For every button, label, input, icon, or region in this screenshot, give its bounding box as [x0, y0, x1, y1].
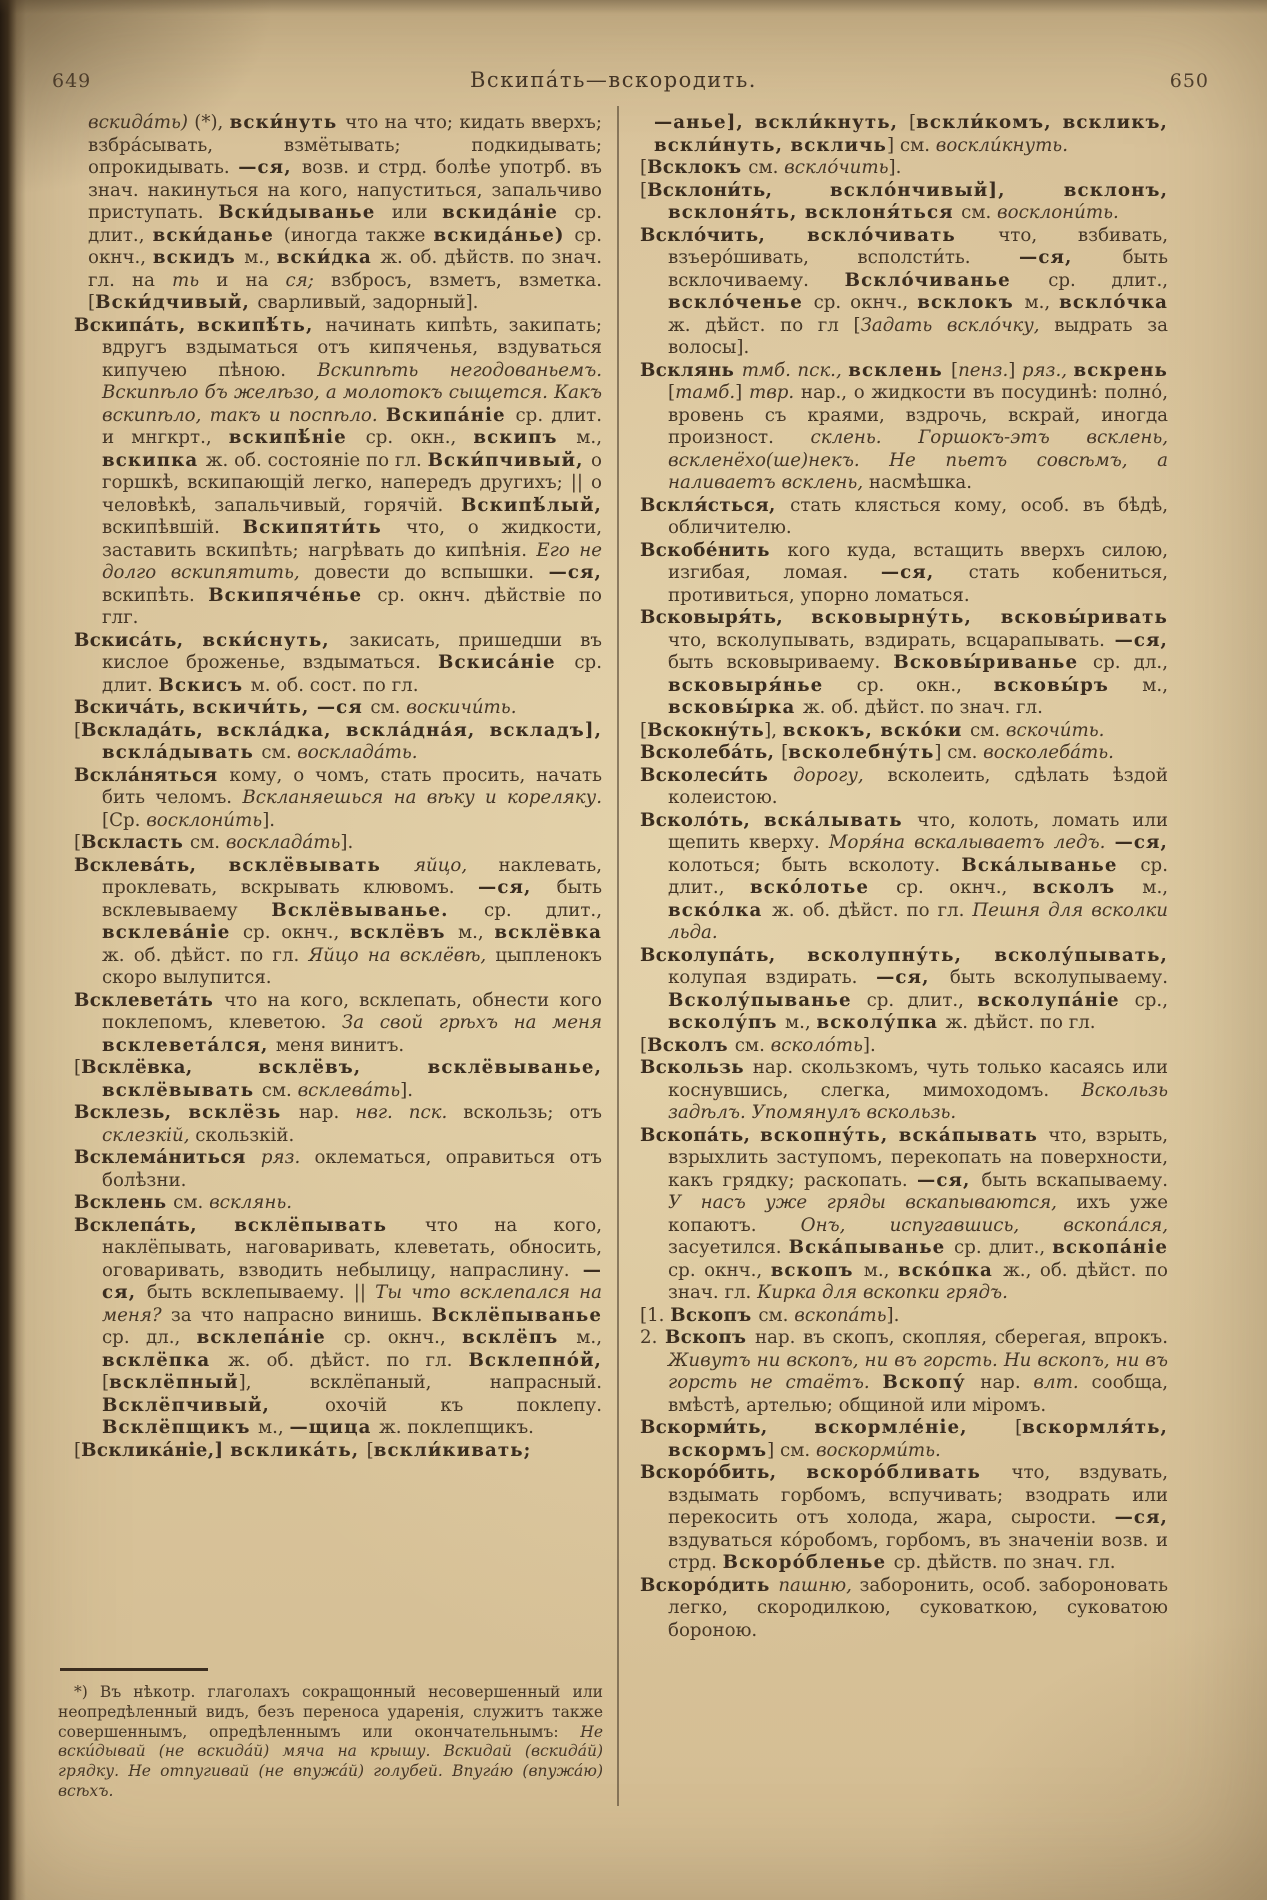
left-text-column: [74, 112, 602, 1462]
dictionary-entry: Вскопа́ть, вскопну́ть, вска́пывать что, взрыть, взрыхлить заступомъ, перекопать на поверхности, какъ грядку; раскопать. —ся, быть вскапываему. У насъ уже гряды вскапываются, ихъ уже копаютъ. Онъ, испугавшись, вскопа́лся, засуетился. Вска́пыванье ср. длит., вскопа́ніе ср. окнч., вскопъ м., вско́пка ж., об. дѣйст. по знач. гл. Кирка для вскопки грядъ.: [640, 1124, 1169, 1303]
dictionary-entry: Всклема́ниться ряз. оклематься, оправиться отъ болѣзни.: [74, 1147, 602, 1191]
dictionary-entry: [Всклика́ніе,] всклика́ть, [вскли́кивать;: [74, 1439, 532, 1461]
dictionary-entry: [Вскласть см. воскладáть].: [74, 832, 354, 853]
dictionary-entry: Вскиса́ть, вски́снуть, закисать, пришедши въ кислое броженье, вздыматься. Вскиса́ніе ср. длит. Вскисъ м. об. сост. по гл.: [74, 629, 602, 696]
footnote-paragraph: *) Въ нѣкотр. глаголахъ сокращонный несовершенный или неопредѣленный видъ, безъ переноса ударенія, служитъ также совершеннымъ, опредѣленнымъ или окончательнымъ: Не вски́дывай (не вскида́й) мяча на крышу. Вскидай (вскида́й) грядку. Не отпугивай (не впужа́й) голубей. Впуга́ю (впужа́ю) всѣхъ.: [58, 1683, 603, 1800]
dictionary-entry: вскида́ть) (*), вски́нуть что на что; кидать вверхъ; взбра́сывать, взмётывать; подкидывать; опрокидывать. —ся, возв. и стрд. болѣе употрб. въ знач. накинуться на кого, напуститься, запальчиво приступать. Вски́дыванье или вскида́ніе ср. длит., вски́данье (иногда также вскида́нье) ср. окнч., вскидъ м., вски́дка ж. об. дѣйств. по знач. гл. на ть и на ся; взбросъ, взметъ, взметка. [Вски́дчивый, сварливый, задорный].: [88, 112, 603, 313]
dictionary-entry: Всклянь тмб. пск., всклень [пенз.] ряз., вскрень [тамб.] твр. нар., о жидкости въ посудинѣ: полно́, вровень съ краями, вздрочь, вскрай, иногда произност. склень. Горшокъ-этъ всклень, вскленёхо(ше)некъ. Не пьетъ совсѣмъ, а наливаетъ всклень, насмѣшка.: [640, 359, 1168, 493]
dictionary-entry: Всклень см. всклянь.: [74, 1192, 292, 1213]
dictionary-entry: Всклезь, всклёзь нар. нвг. пск. вскользь; отъ склезкій, скользкій.: [74, 1102, 602, 1146]
right-text-column: [640, 112, 1168, 1642]
dictionary-entry: Всковыря́ть, всковырну́ть, всковы́ривать что, всколупывать, вздирать, всцарапывать. —ся, быть всковыриваему. Всковы́риванье ср. дл., всковыря́нье ср. окн., всковы́ръ м., всковы́рка ж. об. дѣйст. по знач. гл.: [640, 607, 1168, 718]
dictionary-entry: Вскля́сться, стать клясться кому, особ. въ бѣдѣ, обличителю.: [640, 494, 1168, 538]
dictionary-entry: Вскобе́нить кого куда, встащить вверхъ силою, изгибая, ломая. —ся, стать кобениться, противиться, упорно ломаться.: [640, 539, 1169, 606]
dictionary-entry: Всклевета́ть что на кого, всклепать, обнести кого поклепомъ, клеветою. За свой грѣхъ на меня всклевета́лся, меня винитъ.: [74, 989, 602, 1056]
dictionary-entry: Вскользь нар. скользкомъ, чуть только касаясь или коснувшись, слегка, мимоходомъ. Вскользь задѣлъ. Упомянулъ вскользь.: [640, 1057, 1168, 1123]
dictionary-entry: [Всклони́ть, вскло́нчивый], всклонъ, всклоня́ть, всклоня́ться см. восклони́ть.: [640, 179, 1169, 223]
dictionary-entry: Вскоро́дить пашню, заборонить, особ. забороновать легко, скородилкою, суковаткою, суковатою бороною.: [640, 1574, 1168, 1641]
dictionary-entry: [Всклокъ см. вскло́чить].: [640, 157, 902, 178]
dictionary-entry: Всколеба́ть, [всколебну́ть] см. восколеба́ть.: [640, 742, 1114, 763]
dictionary-entry: [Вскладáть, вскла́дка, вскла́дна́я, вскладъ], вскла́дывать см. воскладáть.: [74, 719, 602, 763]
column-divider-rule: [617, 106, 619, 1806]
page-number-right: 650: [1169, 70, 1209, 92]
running-head: Вскипа́ть—вскородить.: [470, 68, 757, 92]
dictionary-entry: —анье], вскли́кнуть, [вскли́комъ, вскликъ, вскли́нуть, вскличь] см. воскли́кнуть.: [654, 112, 1168, 156]
dictionary-entry: Всклева́ть, всклёвывать яйцо, наклевать, проклевать, вскрывать клювомъ. —ся, быть всклевываему Всклёвыванье. ср. длит., всклева́ніе ср. окнч., всклёвъ м., всклёвка ж. об. дѣйст. по гл. Яйцо на всклёвѣ, цыпленокъ скоро вылупится.: [74, 854, 603, 988]
footnote-block: [58, 1668, 603, 1802]
dictionary-entry: Всколо́ть, вска́лывать что, колоть, ломать или щепить кверху. Моря́на вскалываетъ ледъ. —ся, колоться; быть всколоту. Вска́лыванье ср. длит., вско́лотье ср. окнч., всколъ м., вско́лка ж. об. дѣйст. по гл. Пешня для всколки льда.: [640, 809, 1169, 943]
dictionary-entry: Вскорми́ть, вскормле́ніе, [вскормля́ть, вскормъ] см. воскорми́ть.: [640, 1417, 1168, 1461]
dictionary-entry: [Вскокну́ть], вскокъ, вско́ки см. вскочи́ть.: [640, 719, 1105, 741]
dictionary-entry: [Всколъ см. всколо́ть].: [640, 1034, 876, 1056]
dictionary-entry: Вскипа́ть, вскипѣ́ть, начинать кипѣть, закипать; вдругъ вздыматься отъ кипяченья, вздуваться кипучею пѣною. Вскипѣть негодованьемъ. Вскипѣло бъ желѣзо, а молотокъ сыщется. Какъ вскипѣло, такъ и поспѣло. Вскипа́ніе ср. длит. и мнгкрт., вскипѣ́ніе ср. окн., вскипъ м., вскипка ж. об. состояніе по гл. Вски́пчивый, о горшкѣ, вскипающій легко, напередъ другихъ; || о человѣкѣ, запальчивый, горячій. Вскипѣ́лый, вскипѣвшій. Вскипяти́ть что, о жидкости, заставить вскипѣть; нагрѣвать до кипѣнія. Его не долго вскипятить, довести до вспышки. —ся, вскипѣть. Вскипяче́нье ср. окнч. дѣйствіе по глг.: [74, 314, 602, 628]
book-spine-shadow: [0, 0, 26, 1900]
page-number-left: 649: [52, 70, 92, 92]
footnote-text: [58, 1683, 603, 1802]
dictionary-entry: [1. Вскопъ см. вскопа́ть].: [640, 1304, 900, 1326]
dictionary-entry: Вскоро́бить, вскоро́бливать что, вздувать, вздымать горбомъ, вспучивать; взодрать или перекосить отъ холода, жара, сырости. —ся, вздуваться ко́робомъ, горбомъ, въ значеніи возв. и стрд. Вскоро́бленье ср. дѣйств. по знач. гл.: [640, 1462, 1168, 1573]
dictionary-entry: [Всклёвка, всклёвъ, всклёвыванье, всклёвывать см. всклева́ть].: [74, 1057, 602, 1101]
dictionary-entry: Всколупа́ть, всколупну́ть, всколу́пывать, колупая вздирать. —ся, быть всколупываему. Всколу́пыванье ср. длит., всколупа́ніе ср., всколу́пъ м., всколу́пка ж. дѣйст. по гл.: [640, 944, 1168, 1033]
dictionary-entry: Вскла́няться кому, о чомъ, стать просить, начать бить челомъ. Вскланяешься на вѣку и кореляку. [Ср. восклони́ть].: [74, 764, 603, 831]
page-top-shadow: [0, 0, 1267, 14]
dictionary-entry: Вскло́чить, вскло́чивать что, взбивать, взъеро́шивать, всполсти́ть. —ся, быть всклочиваему. Вскло́чиванье ср. длит., вскло́ченье ср. окнч., всклокъ м., вскло́чка ж. дѣйст. по гл [Задать вскло́чку, выдрать за волосы].: [640, 224, 1169, 358]
dictionary-entry: Вскича́ть, вскичи́ть, —ся см. воскичи́ть.: [74, 697, 517, 718]
footnote-rule: [60, 1668, 208, 1671]
dictionary-entry: Всколеси́ть дорогу, всколеить, сдѣлать ѣздой колеистою.: [640, 764, 1168, 808]
dictionary-entry: 2. Вскопъ нар. въ скопъ, скопляя, сберегая, впрокъ. Живутъ ни вскопъ, ни въ горсть. Ни вскопъ, ни въ горсть не стаётъ. Вскопу́ нар. влт. сообща, вмѣстѣ, артелью; общиной или міромъ.: [640, 1327, 1169, 1416]
dictionary-entry: Всклепа́ть, всклёпывать что на кого, наклёпывать, наговаривать, клеветать, обносить, оговаривать, взводить небылицу, напраслину. —ся, быть всклепываему. || Ты что всклепался на меня? за что напрасно винишь. Всклёпыванье ср. дл., всклепа́ніе ср. окнч., всклёпъ м., всклёпка ж. об. дѣйст. по гл. Всклепно́й, [всклёпный], всклёпаный, напрасный. Всклёпчивый, охочій къ поклепу. Всклёпщикъ м., —щица ж. поклепщикъ.: [74, 1214, 603, 1438]
